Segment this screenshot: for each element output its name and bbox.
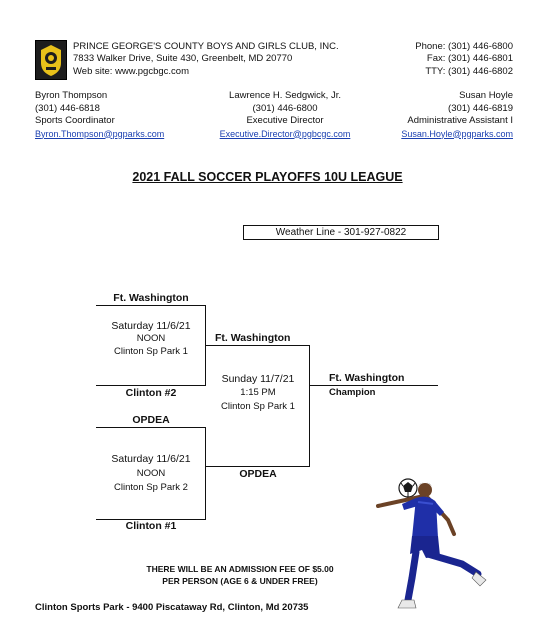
org-address: 7833 Walker Drive, Suite 430, Greenbelt, MD 20770 bbox=[73, 53, 293, 64]
contact-name: Susan Hoyle bbox=[459, 90, 513, 101]
admission-notice-line2: PER PERSON (AGE 6 & UNDER FREE) bbox=[162, 576, 318, 586]
org-tty: TTY: (301) 446-6802 bbox=[425, 66, 513, 77]
contact-email-link[interactable]: Byron.Thompson@pgparks.com bbox=[35, 128, 165, 139]
game2-team-top: OPDEA bbox=[132, 414, 170, 426]
contact-left bbox=[35, 90, 164, 140]
final-team-bottom: OPDEA bbox=[239, 468, 277, 480]
game2-date: Saturday 11/6/21 bbox=[111, 453, 191, 465]
org-website[interactable]: Web site: www.pgcbgc.com bbox=[73, 66, 189, 77]
admission-notice bbox=[110, 563, 370, 587]
contact-title: Sports Coordinator bbox=[35, 115, 115, 126]
contact-name: Lawrence H. Sedgwick, Jr. bbox=[229, 90, 341, 101]
game1-team-top: Ft. Washington bbox=[113, 292, 189, 304]
contact-email-link[interactable]: Susan.Hoyle@pgparks.com bbox=[401, 128, 513, 139]
weather-line-text: Weather Line - 301-927-0822 bbox=[275, 227, 407, 238]
contact-email-link[interactable]: Executive.Director@pgbcgc.com bbox=[219, 128, 351, 139]
champion-team: Ft. Washington bbox=[329, 372, 405, 384]
logo-emblem-icon bbox=[36, 41, 66, 79]
final-team-top: Ft. Washington bbox=[215, 332, 291, 344]
contact-phone: (301) 446-6800 bbox=[252, 102, 318, 114]
game1-location: Clinton Sp Park 1 bbox=[114, 346, 188, 357]
champion-line bbox=[309, 385, 438, 386]
soccer-ball-icon bbox=[399, 479, 417, 497]
champion-label: Champion bbox=[329, 387, 376, 398]
game1-top-line bbox=[96, 305, 206, 306]
game1-bottom-line bbox=[96, 385, 206, 386]
final-bottom-line bbox=[205, 466, 310, 467]
weather-line-box bbox=[243, 225, 439, 240]
final-time: 1:15 PM bbox=[240, 387, 276, 398]
footer-address: Clinton Sports Park - 9400 Piscataway Rd, Clinton, Md 20735 bbox=[35, 602, 309, 613]
final-date: Sunday 11/7/21 bbox=[221, 373, 295, 385]
game1-time: NOON bbox=[136, 333, 166, 344]
contact-phone: (301) 446-6818 bbox=[35, 102, 100, 114]
final-location: Clinton Sp Park 1 bbox=[221, 401, 295, 412]
club-logo bbox=[35, 40, 67, 80]
org-name: PRINCE GEORGE'S COUNTY BOYS AND GIRLS CLUB, INC. bbox=[73, 41, 339, 52]
soccer-player-illustration bbox=[368, 468, 493, 616]
admission-notice-line1: THERE WILL BE AN ADMISSION FEE OF $5.00 bbox=[146, 564, 334, 574]
final-top-line bbox=[205, 345, 310, 346]
final-vertical-line bbox=[309, 345, 310, 467]
contact-name: Byron Thompson bbox=[35, 90, 108, 101]
game2-location: Clinton Sp Park 2 bbox=[114, 482, 188, 493]
game1-team-bottom: Clinton #2 bbox=[125, 387, 177, 399]
contact-title: Administrative Assistant I bbox=[407, 115, 513, 126]
contact-title: Executive Director bbox=[246, 115, 324, 126]
game2-time: NOON bbox=[136, 468, 166, 479]
game2-team-bottom: Clinton #1 bbox=[125, 520, 177, 532]
contact-right bbox=[401, 90, 513, 140]
game1-date: Saturday 11/6/21 bbox=[111, 320, 191, 332]
page-title: 2021 FALL SOCCER PLAYOFFS 10U LEAGUE bbox=[132, 170, 403, 184]
contact-center bbox=[200, 90, 370, 140]
org-phone: Phone: (301) 446-6800 bbox=[415, 41, 513, 52]
org-fax: Fax: (301) 446-6801 bbox=[426, 53, 513, 64]
game2-top-line bbox=[96, 427, 206, 428]
contact-phone: (301) 446-6819 bbox=[448, 102, 513, 114]
